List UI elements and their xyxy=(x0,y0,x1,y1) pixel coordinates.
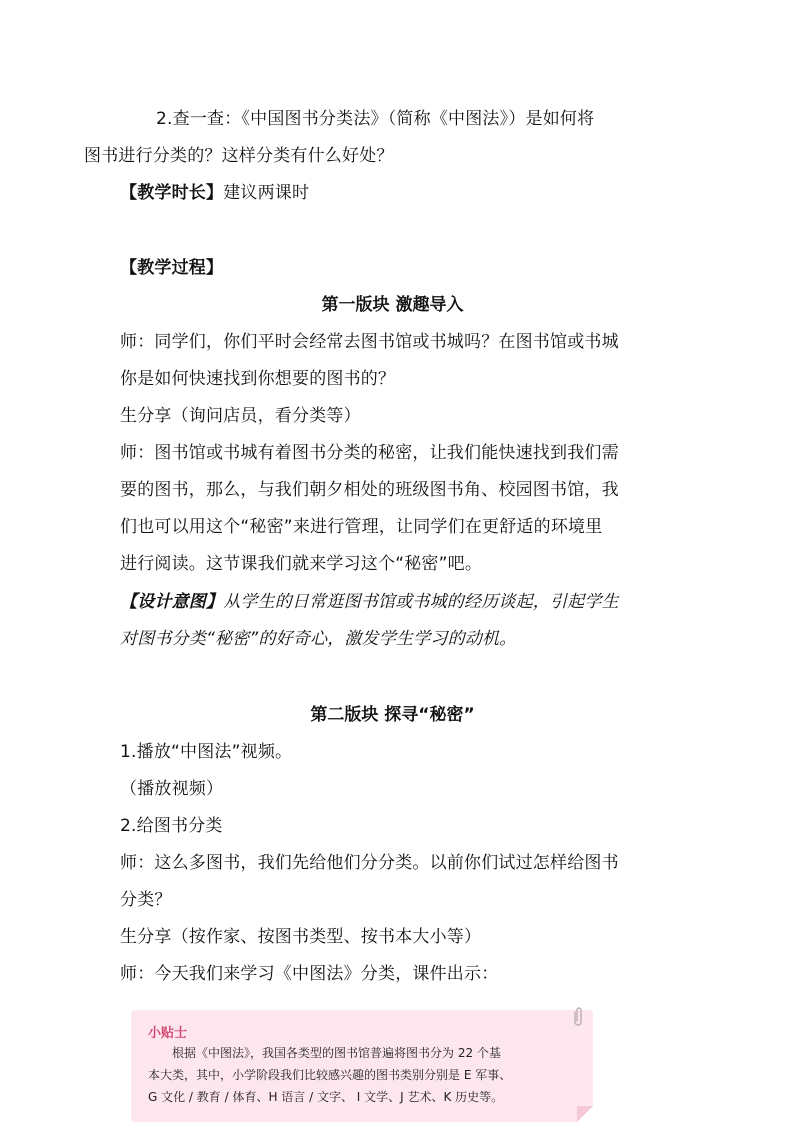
text-line: 1.播放“中图法”视频。 xyxy=(120,742,293,762)
text-line: 2.查一查：《中国图书分类法》（简称《中图法》）是如何将 xyxy=(156,109,595,129)
text-line: 图书进行分类的？这样分类有什么好处？ xyxy=(84,146,394,166)
design-label: 【设计意图】 xyxy=(120,592,224,612)
section2-body xyxy=(120,734,665,993)
duration-label: 【教学时长】 xyxy=(120,183,224,203)
duration-value: 建议两课时 xyxy=(223,183,310,203)
text-line: 从学生的日常逛图书馆或书城的经历谈起，引起学生 xyxy=(223,592,619,612)
tip-line: G 文化 / 教育 / 体育、H 语言 / 文字、 I 文学、J 艺术、K 历史等。 xyxy=(148,1090,504,1104)
design-intent xyxy=(120,584,665,658)
tip-line: 根据《中图法》，我国各类型的图书馆普遍将图书分为 22 个基 xyxy=(172,1046,501,1060)
text-line: 进行阅读。这节课我们就来学习这个“秘密”吧。 xyxy=(120,554,483,574)
process-heading: 【教学过程】 xyxy=(120,258,224,278)
tip-box xyxy=(131,1010,593,1122)
tip-title: 小贴士 xyxy=(148,1026,188,1041)
paperclip-icon xyxy=(571,1006,585,1028)
text-line: （播放视频） xyxy=(120,779,224,799)
paragraph-check xyxy=(84,101,665,175)
text-line: 师：今天我们来学习《中图法》分类，课件出示： xyxy=(120,964,499,984)
text-line: 师：图书馆或书城有着图书分类的秘密，让我们能快速找到我们需 xyxy=(120,443,619,463)
tip-text xyxy=(148,1042,580,1108)
section1-title: 第一版块 激趣导入 xyxy=(321,295,464,315)
text-line: 对图书分类“秘密”的好奇心，激发学生学习的动机。 xyxy=(120,629,517,649)
text-line: 生分享（按作家、按图书类型、按书本大小等） xyxy=(120,927,482,947)
section2-title: 第二版块 探寻“秘密” xyxy=(310,705,475,725)
teaching-duration xyxy=(120,175,665,212)
text-line: 分类？ xyxy=(120,890,172,910)
tip-line: 本大类，其中，小学阶段我们比较感兴趣的图书类别分别是 E 军事、 xyxy=(148,1068,512,1082)
text-line: 们也可以用这个“秘密”来进行管理，让同学们在更舒适的环境里 xyxy=(120,517,603,537)
text-line: 生分享（询问店员，看分类等） xyxy=(120,406,361,426)
text-line: 2.给图书分类 xyxy=(120,816,223,836)
section1-body xyxy=(120,324,665,583)
text-line: 你是如何快速找到你想要的图书的？ xyxy=(120,369,396,389)
text-line: 要的图书，那么，与我们朝夕相处的班级图书角、校园图书馆，我 xyxy=(120,480,619,500)
text-line: 师：同学们，你们平时会经常去图书馆或书城吗？在图书馆或书城 xyxy=(120,332,619,352)
text-line: 师：这么多图书，我们先给他们分分类。以前你们试过怎样给图书 xyxy=(120,853,619,873)
